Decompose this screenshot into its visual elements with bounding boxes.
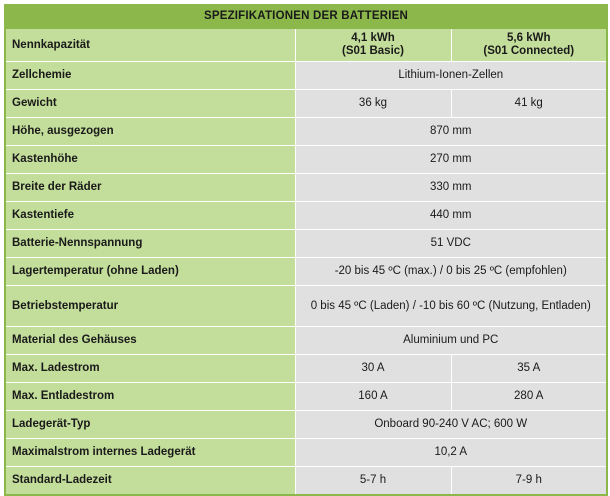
table-title: SPEZIFIKATIONEN DER BATTERIEN xyxy=(5,5,607,29)
header-column-a-model: (S01 Basic) xyxy=(341,45,404,58)
row-label: Max. Entladestrom xyxy=(5,383,295,411)
table-row xyxy=(5,411,607,439)
table-row xyxy=(5,467,607,496)
row-label: Batterie-Nennspannung xyxy=(5,230,295,258)
row-value-span: 870 mm xyxy=(295,118,607,146)
row-value-span: -20 bis 45 ºC (max.) / 0 bis 25 ºC (empfohlen) xyxy=(295,258,607,286)
battery-specification-table xyxy=(4,4,608,496)
row-label: Max. Ladestrom xyxy=(5,355,295,383)
row-label: Betriebstemperatur xyxy=(5,286,295,327)
table-row xyxy=(5,174,607,202)
row-value-span: 0 bis 45 ºC (Laden) / -10 bis 60 ºC (Nutzung, Entladen) xyxy=(295,286,607,327)
row-value-span: 51 VDC xyxy=(295,230,607,258)
row-value-a: 160 A xyxy=(295,383,451,411)
table-row xyxy=(5,202,607,230)
row-value-a: 36 kg xyxy=(295,90,451,118)
table-row xyxy=(5,439,607,467)
row-value-span: 330 mm xyxy=(295,174,607,202)
table-row xyxy=(5,90,607,118)
header-column-a xyxy=(295,29,451,62)
row-value-span: Lithium-Ionen-Zellen xyxy=(295,62,607,90)
header-row-label: Nennkapazität xyxy=(5,29,295,62)
row-label: Kastenhöhe xyxy=(5,146,295,174)
row-value-span: Onboard 90-240 V AC; 600 W xyxy=(295,411,607,439)
header-column-b xyxy=(451,29,607,62)
table-row xyxy=(5,286,607,327)
row-label: Lagertemperatur (ohne Laden) xyxy=(5,258,295,286)
row-label: Gewicht xyxy=(5,90,295,118)
header-column-b-model: (S01 Connected) xyxy=(483,45,575,58)
row-label: Ladegerät-Typ xyxy=(5,411,295,439)
table-row xyxy=(5,230,607,258)
row-label: Material des Gehäuses xyxy=(5,327,295,355)
row-label: Breite der Räder xyxy=(5,174,295,202)
table-row xyxy=(5,62,607,90)
header-column-a-capacity: 4,1 kWh xyxy=(351,32,395,44)
table-header-row xyxy=(5,29,607,62)
row-label: Kastentiefe xyxy=(5,202,295,230)
row-value-b: 35 A xyxy=(451,355,607,383)
table-title-row xyxy=(5,5,607,29)
row-label: Zellchemie xyxy=(5,62,295,90)
row-value-span: 270 mm xyxy=(295,146,607,174)
row-value-span: Aluminium und PC xyxy=(295,327,607,355)
row-value-b: 7-9 h xyxy=(451,467,607,496)
row-value-span: 440 mm xyxy=(295,202,607,230)
table-row xyxy=(5,258,607,286)
row-value-b: 280 A xyxy=(451,383,607,411)
row-value-a: 5-7 h xyxy=(295,467,451,496)
row-value-span: 10,2 A xyxy=(295,439,607,467)
row-label: Standard-Ladezeit xyxy=(5,467,295,496)
row-label: Höhe, ausgezogen xyxy=(5,118,295,146)
row-value-b: 41 kg xyxy=(451,90,607,118)
table-row xyxy=(5,355,607,383)
row-value-a: 30 A xyxy=(295,355,451,383)
table-row xyxy=(5,383,607,411)
row-label: Maximalstrom internes Ladegerät xyxy=(5,439,295,467)
table-row xyxy=(5,118,607,146)
header-column-b-capacity: 5,6 kWh xyxy=(507,32,551,44)
table-row xyxy=(5,146,607,174)
table-row xyxy=(5,327,607,355)
